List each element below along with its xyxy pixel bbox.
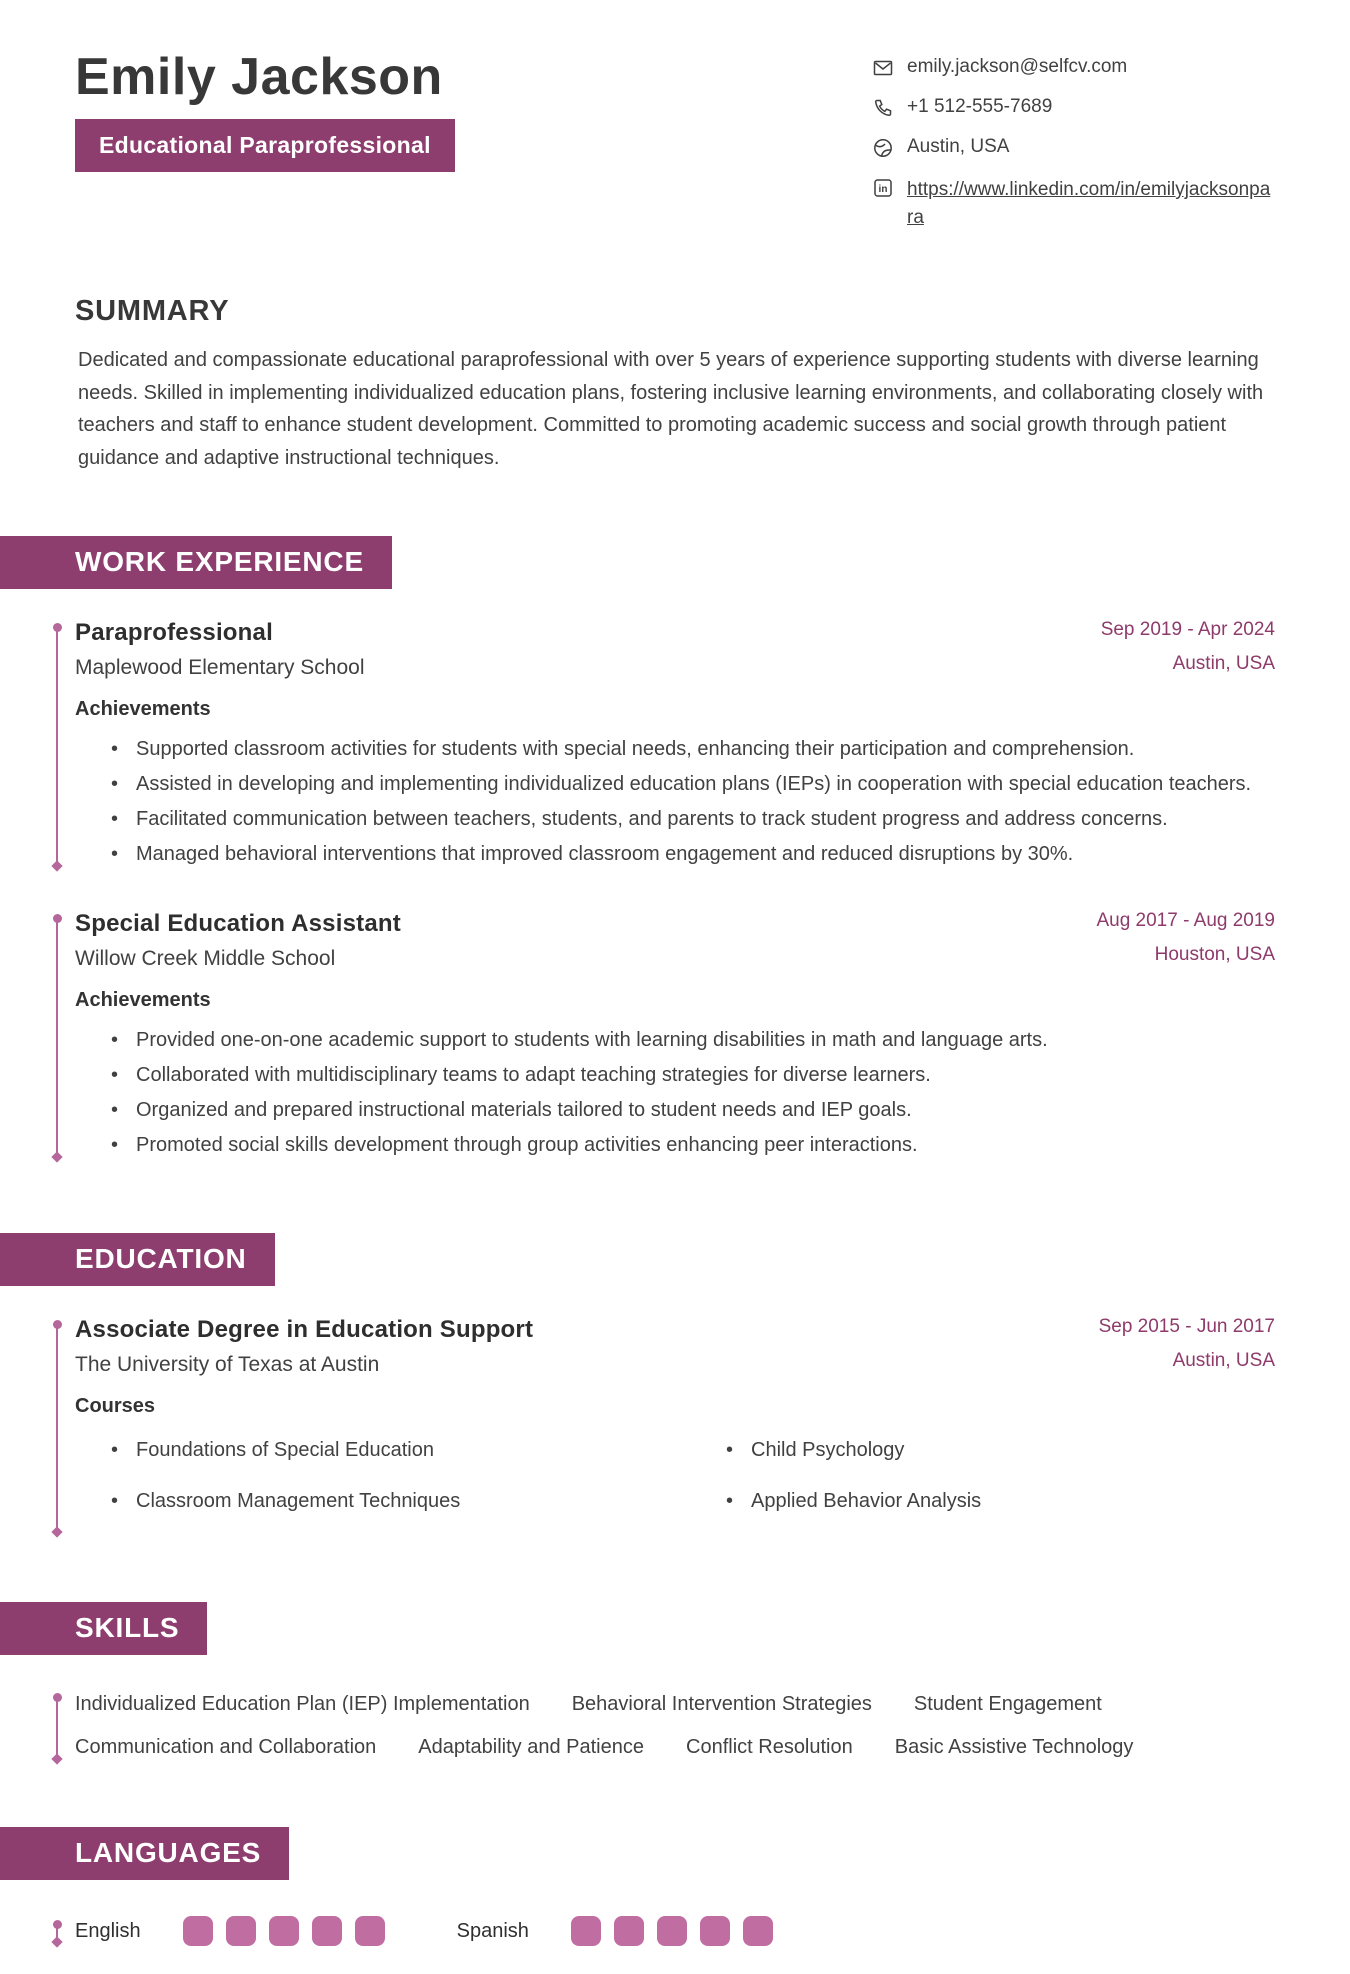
language-level-square: [700, 1916, 730, 1946]
languages-list: [75, 1916, 1275, 1946]
courses-list-col1: [111, 1434, 671, 1536]
language-level-square: [355, 1916, 385, 1946]
school-name: The University of Texas at Austin: [75, 1353, 380, 1377]
achievement-item: • Supported classroom activities for students with special needs, enhancing their participation and comprehension.: [111, 733, 1275, 765]
job-entry-left: [75, 910, 401, 971]
skills-heading: SKILLS: [0, 1602, 207, 1655]
languages-section: [0, 1916, 1350, 1946]
course-item: • Applied Behavior Analysis: [726, 1485, 1275, 1517]
language-level-indicator: [571, 1916, 773, 1946]
achievement-item: • Promoted social skills development through group activities enhancing peer interactions.: [111, 1129, 1275, 1161]
achievements-label: Achievements: [75, 989, 211, 1012]
work-experience-section: [0, 619, 1350, 1161]
contact-email-row: [872, 56, 1272, 79]
language-level-square: [269, 1916, 299, 1946]
education-location: Austin, USA: [1172, 1350, 1275, 1372]
skill-item: Individualized Education Plan (IEP) Implementation: [75, 1693, 530, 1716]
job-location: Austin, USA: [1172, 653, 1275, 675]
timeline-marker: [56, 1699, 58, 1755]
language-name: Spanish: [456, 1919, 529, 1942]
language-level-square: [226, 1916, 256, 1946]
languages-heading: LANGUAGES: [0, 1827, 289, 1880]
contact-email: emily.jackson@selfcv.com: [907, 56, 1128, 77]
skills-section: [0, 1689, 1350, 1763]
job-location: Houston, USA: [1154, 944, 1275, 966]
education-entry-header: [75, 1316, 1275, 1377]
skill-item: Basic Assistive Technology: [894, 1736, 1134, 1759]
achievement-item: • Facilitated communication between teachers, students, and parents to track student progress and address concerns.: [111, 803, 1275, 835]
language-level-square: [571, 1916, 601, 1946]
job-company: Maplewood Elementary School: [75, 656, 365, 680]
header-left: [75, 50, 455, 231]
job-company: Willow Creek Middle School: [75, 947, 336, 971]
education-entry-left: [75, 1316, 533, 1377]
achievement-item: • Managed behavioral interventions that improved classroom engagement and reduced disruptions by 30%.: [111, 838, 1275, 870]
job-dates: Sep 2019 - Apr 2024: [1100, 619, 1275, 641]
language-level-square: [183, 1916, 213, 1946]
contact-phone-row: [872, 96, 1272, 119]
course-item: • Child Psychology: [726, 1434, 1275, 1466]
language-item: [457, 1916, 773, 1946]
language-name: English: [75, 1919, 141, 1942]
contact-block: [872, 56, 1272, 231]
degree-title: Associate Degree in Education Support: [75, 1316, 534, 1344]
phone-icon: [872, 97, 894, 119]
education-entry-right: [1099, 1316, 1275, 1372]
skills-list: [75, 1689, 1275, 1763]
job-entry-header: [75, 910, 1275, 971]
contact-location-text: +1 512-555-7689: [907, 96, 1053, 117]
language-level-indicator: [183, 1916, 385, 1946]
language-level-square: [614, 1916, 644, 1946]
education-heading: EDUCATION: [0, 1233, 275, 1286]
contact-linkedin-row: [872, 176, 1272, 231]
work-experience-heading: WORK EXPERIENCE: [0, 536, 392, 589]
skill-item: Adaptability and Patience: [418, 1736, 644, 1759]
education-entry: [75, 1316, 1275, 1536]
skill-item: Student Engagement: [913, 1693, 1102, 1716]
job-entry-left: [75, 619, 365, 680]
timeline-marker: [56, 1326, 58, 1528]
job-entry: [75, 619, 1275, 870]
language-level-square: [743, 1916, 773, 1946]
education-dates: Sep 2015 - Jun 2017: [1098, 1316, 1275, 1338]
course-item: • Foundations of Special Education: [111, 1434, 671, 1466]
job-title: Paraprofessional: [75, 619, 273, 647]
course-item: • Classroom Management Techniques: [111, 1485, 671, 1517]
achievements-list: [111, 1024, 1275, 1161]
timeline-marker: [56, 920, 58, 1153]
job-entry: [75, 910, 1275, 1161]
job-title-badge: Educational Paraprofessional: [75, 119, 455, 172]
skill-item: Behavioral Intervention Strategies: [571, 1693, 872, 1716]
timeline-marker: [56, 1926, 58, 1938]
achievement-item: • Assisted in developing and implementing individualized education plans (IEPs) in cooperation with special education teachers.: [111, 768, 1275, 800]
header: [0, 50, 1350, 231]
achievement-item: • Collaborated with multidisciplinary teams to adapt teaching strategies for diverse learners.: [111, 1059, 1275, 1091]
skill-item: Communication and Collaboration: [75, 1736, 377, 1759]
summary-text: Dedicated and compassionate educational paraprofessional with over 5 years of experience supporting students with diverse learning needs. Skilled in implementing individualized education plans, fostering inclusive learning environments, and collaborating closely with teachers and staff to enhance student development. Committed to promoting academic success and social growth through patient guidance and adaptive instructional techniques.: [78, 349, 1264, 469]
courses-columns: [75, 1418, 1275, 1536]
contact-location: Austin, USA: [907, 136, 1010, 157]
linkedin-icon: [872, 177, 894, 199]
skill-item: Conflict Resolution: [686, 1736, 853, 1759]
timeline-marker: [56, 629, 58, 862]
language-level-square: [312, 1916, 342, 1946]
language-item: [75, 1916, 385, 1946]
job-entry-right: [1101, 619, 1275, 675]
achievement-item: • Organized and prepared instructional materials tailored to student needs and IEP goals.: [111, 1094, 1275, 1126]
globe-icon: [872, 137, 894, 159]
summary-heading: SUMMARY: [75, 295, 230, 328]
job-entry-header: [75, 619, 1275, 680]
job-title: Special Education Assistant: [75, 910, 401, 938]
education-section: [0, 1316, 1350, 1536]
language-level-square: [657, 1916, 687, 1946]
courses-label: Courses: [75, 1395, 156, 1418]
contact-location-row: [872, 136, 1272, 159]
svg-text:in: in: [878, 184, 888, 196]
courses-list-col2: [726, 1434, 1275, 1536]
person-name: Emily Jackson: [75, 48, 443, 106]
job-dates: Aug 2017 - Aug 2019: [1096, 910, 1275, 932]
achievement-item: • Provided one-on-one academic support to students with learning disabilities in math and language arts.: [111, 1024, 1275, 1056]
email-icon: [872, 57, 894, 79]
linkedin-link[interactable]: https://www.linkedin.com/in/emilyjacksonpara: [907, 179, 1271, 228]
achievements-label: Achievements: [75, 698, 211, 721]
achievements-list: [111, 733, 1275, 870]
job-entry-right: [1096, 910, 1275, 966]
